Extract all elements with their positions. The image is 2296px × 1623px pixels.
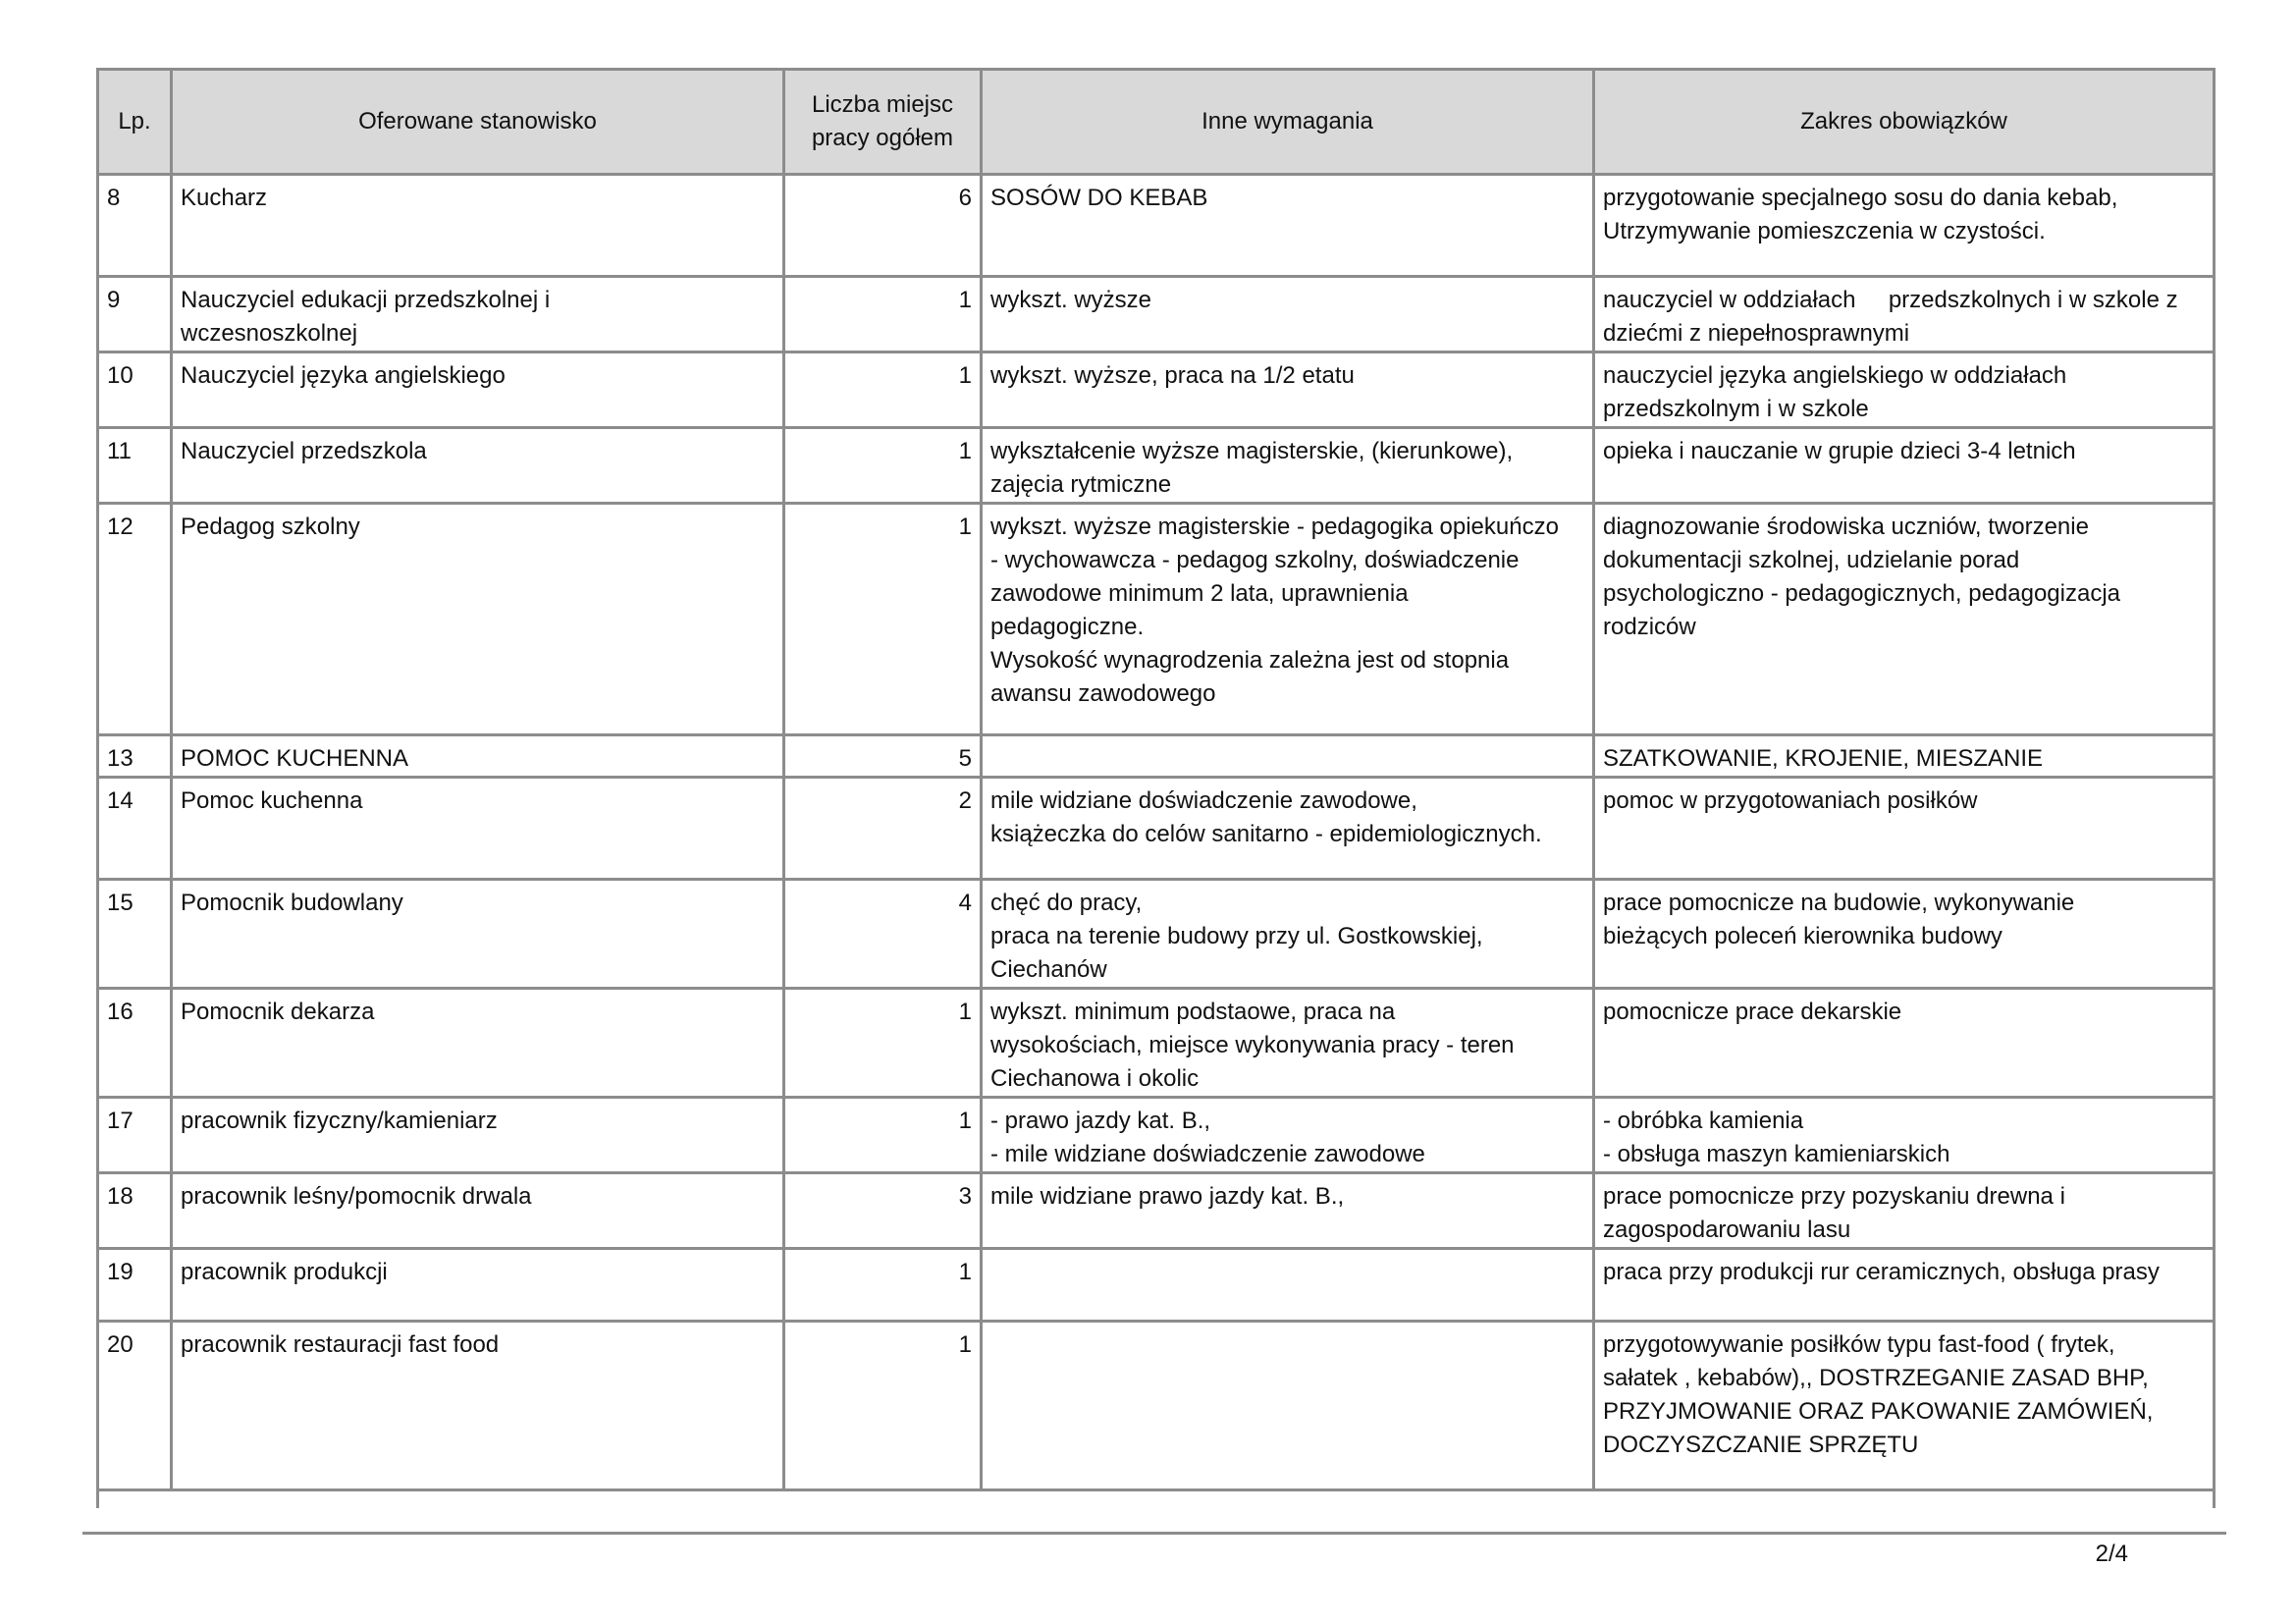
footer-divider — [82, 1532, 2226, 1535]
requirements-line: wykszt. wyższe, praca na 1/2 etatu — [990, 362, 1355, 389]
duties-line: bieżących poleceń kierownika budowy — [1603, 923, 2002, 949]
cell-position — [172, 880, 784, 989]
cell-lp: 16 — [98, 989, 172, 1098]
table-row — [98, 989, 2215, 1098]
requirements-line: mile widziane prawo jazdy kat. B., — [990, 1183, 1345, 1210]
duties-line: przygotowywanie posiłków typu fast-food ( frytek, — [1603, 1331, 2115, 1358]
cell-position — [172, 352, 784, 428]
table-row — [98, 880, 2215, 989]
cell-count: 1 — [784, 1249, 982, 1322]
requirements-line: pedagogiczne. — [990, 614, 1145, 640]
cell-lp: 19 — [98, 1249, 172, 1322]
cell-requirements — [982, 352, 1594, 428]
cell-count: 3 — [784, 1173, 982, 1249]
duties-line: przedszkolnym i w szkole — [1603, 396, 1869, 422]
position-line: Nauczyciel edukacji przedszkolnej i — [181, 287, 551, 313]
duties-line: dokumentacji szkolnej, udzielanie porad — [1603, 547, 2020, 573]
table-row — [98, 1173, 2215, 1249]
table-row — [98, 1322, 2215, 1490]
header-lp: Lp. — [98, 70, 172, 175]
continuation-cell — [98, 1490, 2215, 1508]
requirements-line: wykształcenie wyższe magisterskie, (kierunkowe), — [990, 438, 1514, 464]
header-position: Oferowane stanowisko — [172, 70, 784, 175]
cell-lp: 14 — [98, 778, 172, 880]
requirements-line: chęć do pracy, — [990, 890, 1143, 916]
cell-requirements — [982, 504, 1594, 735]
duties-line: pomocnicze prace dekarskie — [1603, 999, 1902, 1025]
cell-lp: 10 — [98, 352, 172, 428]
cell-lp: 17 — [98, 1098, 172, 1173]
cell-duties — [1594, 880, 2215, 989]
cell-duties — [1594, 1098, 2215, 1173]
cell-requirements — [982, 1249, 1594, 1322]
duties-line: psychologiczno - pedagogicznych, pedagogizacja — [1603, 580, 2121, 607]
requirements-line: wysokościach, miejsce wykonywania pracy - teren — [990, 1032, 1515, 1058]
cell-duties — [1594, 778, 2215, 880]
cell-lp: 9 — [98, 277, 172, 352]
cell-duties — [1594, 1322, 2215, 1490]
cell-requirements — [982, 735, 1594, 778]
cell-position — [172, 277, 784, 352]
position-line: wczesnoszkolnej — [181, 320, 358, 347]
position-line: pracownik leśny/pomocnik drwala — [181, 1183, 532, 1210]
position-line: Kucharz — [181, 185, 268, 211]
cell-requirements — [982, 880, 1594, 989]
cell-duties — [1594, 989, 2215, 1098]
position-line: Pomoc kuchenna — [181, 787, 363, 814]
cell-duties — [1594, 1249, 2215, 1322]
table-row — [98, 778, 2215, 880]
page-number: 2/4 — [2095, 1541, 2128, 1567]
requirements-line: wykszt. minimum podstaowe, praca na — [990, 999, 1396, 1025]
cell-position — [172, 428, 784, 504]
duties-line: nauczyciel w oddziałach przedszkolnych i w szkole z — [1603, 287, 2178, 313]
cell-count: 1 — [784, 1098, 982, 1173]
cell-count: 4 — [784, 880, 982, 989]
duties-line: PRZYJMOWANIE ORAZ PAKOWANIE ZAMÓWIEŃ, — [1603, 1398, 2154, 1425]
position-line: pracownik fizyczny/kamieniarz — [181, 1108, 498, 1134]
requirements-line: wykszt. wyższe magisterskie - pedagogika opiekuńczo — [990, 514, 1559, 540]
requirements-line: Ciechanowa i okolic — [990, 1065, 1200, 1092]
duties-line: prace pomocnicze na budowie, wykonywanie — [1603, 890, 2075, 916]
cell-lp: 15 — [98, 880, 172, 989]
cell-duties — [1594, 735, 2215, 778]
duties-line: rodziców — [1603, 614, 1696, 640]
requirements-line: - prawo jazdy kat. B., — [990, 1108, 1211, 1134]
cell-duties — [1594, 1173, 2215, 1249]
position-line: Pomocnik dekarza — [181, 999, 375, 1025]
cell-duties — [1594, 352, 2215, 428]
cell-requirements — [982, 1173, 1594, 1249]
cell-count: 1 — [784, 1322, 982, 1490]
table-row — [98, 277, 2215, 352]
cell-requirements — [982, 175, 1594, 277]
duties-line: - obsługa maszyn kamieniarskich — [1603, 1141, 1950, 1167]
cell-lp: 18 — [98, 1173, 172, 1249]
cell-count: 6 — [784, 175, 982, 277]
duties-line: SZATKOWANIE, KROJENIE, MIESZANIE — [1603, 745, 2044, 772]
cell-position — [172, 504, 784, 735]
position-line: pracownik restauracji fast food — [181, 1331, 500, 1358]
cell-count: 1 — [784, 428, 982, 504]
cell-lp: 8 — [98, 175, 172, 277]
position-line: Nauczyciel języka angielskiego — [181, 362, 506, 389]
cell-duties — [1594, 175, 2215, 277]
requirements-line: zajęcia rytmiczne — [990, 471, 1172, 498]
position-line: Pedagog szkolny — [181, 514, 360, 540]
cell-position — [172, 1322, 784, 1490]
cell-lp: 11 — [98, 428, 172, 504]
table-row — [98, 1098, 2215, 1173]
cell-position — [172, 1249, 784, 1322]
cell-duties — [1594, 428, 2215, 504]
duties-line: pomoc w przygotowaniach posiłków — [1603, 787, 1978, 814]
table-row — [98, 735, 2215, 778]
cell-requirements — [982, 428, 1594, 504]
cell-lp: 13 — [98, 735, 172, 778]
duties-line: nauczyciel języka angielskiego w oddziałach — [1603, 362, 2067, 389]
cell-position — [172, 989, 784, 1098]
duties-line: Utrzymywanie pomieszczenia w czystości. — [1603, 218, 2046, 244]
requirements-line: - mile widziane doświadczenie zawodowe — [990, 1141, 1425, 1167]
cell-count: 1 — [784, 504, 982, 735]
requirements-line: SOSÓW DO KEBAB — [990, 185, 1208, 211]
duties-line: sałatek , kebabów),, DOSTRZEGANIE ZASAD BHP, — [1603, 1365, 2149, 1391]
duties-line: praca przy produkcji rur ceramicznych, obsługa prasy — [1603, 1259, 2160, 1285]
requirements-line: mile widziane doświadczenie zawodowe, — [990, 787, 1417, 814]
position-line: Nauczyciel przedszkola — [181, 438, 427, 464]
cell-requirements — [982, 1098, 1594, 1173]
duties-line: diagnozowanie środowiska uczniów, tworzenie — [1603, 514, 2089, 540]
header-requirements: Inne wymagania — [982, 70, 1594, 175]
table-row — [98, 175, 2215, 277]
header-count-line: Liczba miejsc — [811, 91, 954, 118]
cell-duties — [1594, 277, 2215, 352]
cell-position — [172, 735, 784, 778]
table-row — [98, 504, 2215, 735]
cell-position — [172, 1173, 784, 1249]
cell-duties — [1594, 504, 2215, 735]
cell-count: 5 — [784, 735, 982, 778]
job-offers-table — [96, 68, 2216, 1508]
cell-requirements — [982, 989, 1594, 1098]
cell-count: 2 — [784, 778, 982, 880]
cell-lp: 20 — [98, 1322, 172, 1490]
requirements-line: praca na terenie budowy przy ul. Gostkowskiej, — [990, 923, 1483, 949]
requirements-line: Wysokość wynagrodzenia zależna jest od stopnia — [990, 647, 1510, 674]
table-header-row — [98, 70, 2215, 175]
duties-line: DOCZYSZCZANIE SPRZĘTU — [1603, 1432, 1919, 1458]
duties-line: - obróbka kamienia — [1603, 1108, 1804, 1134]
requirements-line: zawodowe minimum 2 lata, uprawnienia — [990, 580, 1409, 607]
cell-position — [172, 175, 784, 277]
header-count — [784, 70, 982, 175]
requirements-line: książeczka do celów sanitarno - epidemiologicznych. — [990, 821, 1542, 847]
header-duties: Zakres obowiązków — [1594, 70, 2215, 175]
cell-requirements — [982, 277, 1594, 352]
cell-count: 1 — [784, 989, 982, 1098]
requirements-line: - wychowawcza - pedagog szkolny, doświadczenie — [990, 547, 1520, 573]
duties-line: opieka i nauczanie w grupie dzieci 3-4 letnich — [1603, 438, 2076, 464]
duties-line: przygotowanie specjalnego sosu do dania kebab, — [1603, 185, 2118, 211]
duties-line: dziećmi z niepełnosprawnymi — [1603, 320, 1910, 347]
table-row — [98, 1249, 2215, 1322]
requirements-line: wykszt. wyższe — [990, 287, 1152, 313]
cell-lp: 12 — [98, 504, 172, 735]
table-row — [98, 352, 2215, 428]
cell-requirements — [982, 778, 1594, 880]
cell-position — [172, 778, 784, 880]
duties-line: prace pomocnicze przy pozyskaniu drewna i — [1603, 1183, 2065, 1210]
requirements-line: awansu zawodowego — [990, 680, 1216, 707]
requirements-line: Ciechanów — [990, 956, 1107, 983]
position-line: pracownik produkcji — [181, 1259, 388, 1285]
duties-line: zagospodarowaniu lasu — [1603, 1217, 1851, 1243]
table-row — [98, 428, 2215, 504]
position-line: Pomocnik budowlany — [181, 890, 403, 916]
position-line: POMOC KUCHENNA — [181, 745, 409, 772]
cell-position — [172, 1098, 784, 1173]
header-count-line: pracy ogółem — [811, 125, 954, 151]
table-continuation-row — [98, 1490, 2215, 1508]
cell-count: 1 — [784, 277, 982, 352]
cell-count: 1 — [784, 352, 982, 428]
cell-requirements — [982, 1322, 1594, 1490]
